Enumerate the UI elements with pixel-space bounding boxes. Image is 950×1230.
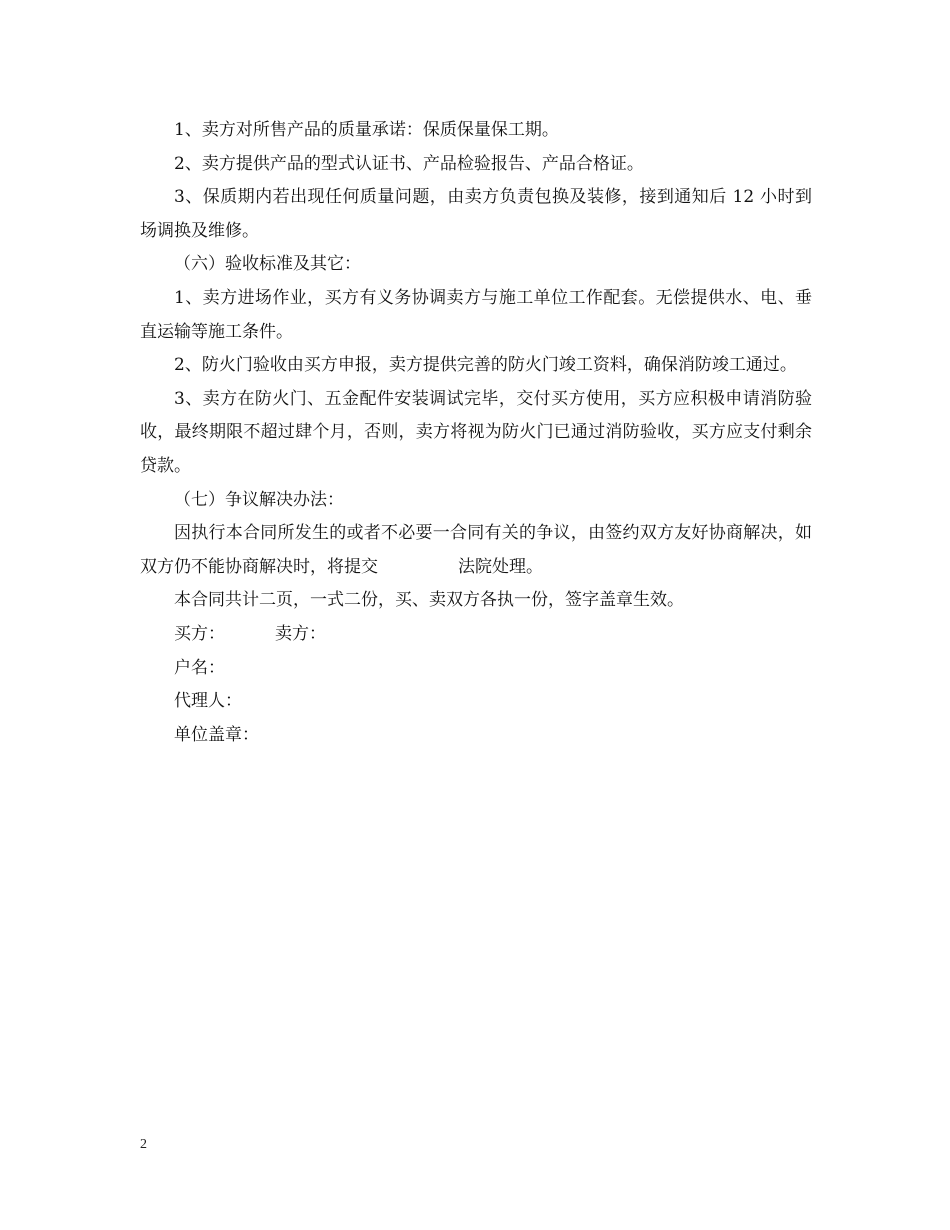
contract-closing-paragraph: 本合同共计二页，一式二份，买、卖双方各执一份，签字盖章生效。 [174,590,684,611]
warranty-paragraph: 3、保质期内若出现任何质量问题，由卖方负责包换及装修，接到通知后 12 小时到场调换及维修。 [140,187,812,241]
company-seal-label: 单位盖章： [174,724,259,745]
site-work-paragraph: 1、卖方进场作业，买方有义务协调卖方与施工单位工作配套。无偿提供水、电、垂直运输等施工条件。 [140,287,812,342]
agent-row [140,685,812,719]
company-seal-row [140,719,812,753]
buyer-label: 买方： [174,623,225,644]
seller-label: 卖方： [275,623,326,644]
page-number: 2 [140,1137,147,1152]
account-name-label: 户名： [174,657,225,678]
dispute-text-after-blank: 法院处理。 [458,556,543,577]
party-signature-row [140,618,812,652]
account-name-row [140,652,812,686]
dispute-text-before-blank: 因执行本合同所发生的或者不必要一合同有关的争议，由签约双方友好协商解决，如双方仍不能协商解决时，将提交 [140,523,812,577]
fire-door-acceptance-paragraph: 2、防火门验收由买方申报，卖方提供完善的防火门竣工资料，确保消防竣工通过。 [174,355,797,376]
inspection-deadline-paragraph: 3、卖方在防火门、五金配件安装调试完毕，交付买方使用，买方应积极申请消防验收，最终期限不超过肆个月，否则，卖方将视为防火门已通过消防验收，买方应支付剩余贷款。 [140,388,812,476]
quality-promise-paragraph: 1、卖方对所售产品的质量承诺：保质保量保工期。 [174,120,559,140]
section-heading-dispute: （七）争议解决办法： [174,489,344,510]
dispute-resolution-paragraph [140,517,812,584]
document-body [140,114,812,752]
agent-label: 代理人： [174,691,242,712]
section-heading-acceptance: （六）验收标准及其它： [174,254,361,275]
certificate-paragraph: 2、卖方提供产品的型式认证书、产品检验报告、产品合格证。 [174,153,644,174]
